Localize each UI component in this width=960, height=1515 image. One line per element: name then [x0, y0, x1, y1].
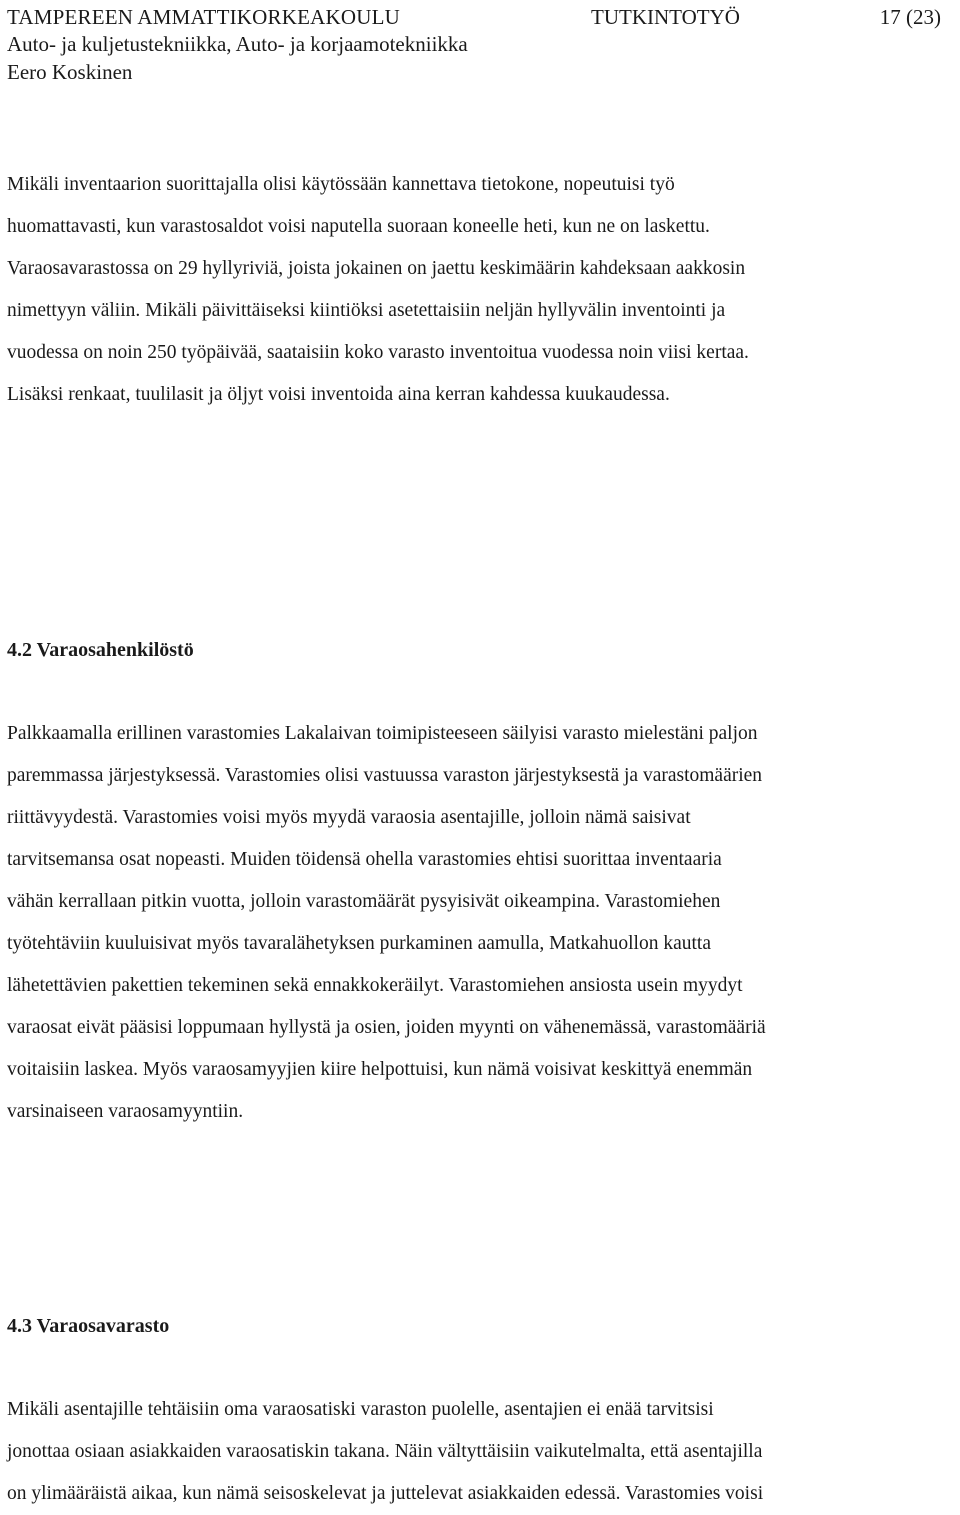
document-type: TUTKINTOTYÖ: [591, 5, 740, 29]
text-line: Palkkaamalla erillinen varastomies Lakalaivan toimipisteeseen säilyisi varasto mielestäni paljon: [7, 723, 758, 744]
text-line: tarvitsemansa osat nopeasti. Muiden töidensä ohella varastomies ehtisi suorittaa inventaaria: [7, 849, 722, 870]
text-line: Lisäksi renkaat, tuulilasit ja öljyt voisi inventoida aina kerran kahdessa kuukaudessa.: [7, 384, 670, 405]
text-line: lähetettävien pakettien tekeminen sekä ennakkokeräilyt. Varastomiehen ansiosta usein myydyt: [7, 975, 743, 996]
text-line: huomattavasti, kun varastosaldot voisi naputella suoraan koneelle heti, kun ne on laskettu.: [7, 216, 710, 237]
text-line: voitaisiin laskea. Myös varaosamyyjien kiire helpottuisi, kun nämä voisivat keskittyä enemmän: [7, 1059, 753, 1080]
text-line: Varaosavarastossa on 29 hyllyriviä, joista jokainen on jaettu keskimäärin kahdeksaan aakkosin: [7, 258, 746, 279]
text-line: Mikäli inventaarion suorittajalla olisi käytössään kannettava tietokone, nopeutuisi työ: [7, 174, 675, 195]
text-line: jonottaa osiaan asiakkaiden varaosatiskin takana. Näin vältyttäisiin vaikutelmalta, että asentajilla: [7, 1441, 763, 1462]
page-number: 17 (23): [879, 5, 941, 29]
text-line: vuodessa on noin 250 työpäivää, saataisiin koko varasto inventoitua vuodessa noin viisi kertaa.: [7, 342, 749, 363]
section-heading-4-2: 4.2 Varaosahenkilöstö: [7, 639, 194, 661]
text-line: nimettyyn väliin. Mikäli päivittäiseksi kiintiöksi asetettaisiin neljän hyllyvälin inventointi ja: [7, 300, 726, 321]
paragraph-staff: [7, 713, 957, 1133]
text-line: työtehtäviin kuuluisivat myös tavaralähetyksen purkaminen aamulla, Matkahuollon kautta: [7, 933, 711, 954]
text-line: varaosat eivät pääsisi loppumaan hyllystä ja osien, joiden myynti on vähenemässä, varastomääriä: [7, 1017, 766, 1038]
text-line: varsinaiseen varaosamyyntiin.: [7, 1101, 244, 1122]
text-line: on ylimääräistä aikaa, kun nämä seisoskelevat ja juttelevat asiakkaiden edessä. Varastomies voisi: [7, 1483, 764, 1504]
header-top-row: [7, 4, 941, 31]
text-line: paremmassa järjestyksessä. Varastomies olisi vastuussa varaston järjestyksestä ja varastomäärien: [7, 765, 763, 786]
paragraph-inventory: [7, 164, 957, 416]
school-name: TAMPEREEN AMMATTIKORKEAKOULU: [7, 5, 400, 29]
text-line: vähän kerrallaan pitkin vuotta, jolloin varastomäärät pysyisivät oikeampina. Varastomiehen: [7, 891, 721, 912]
text-line: Mikäli asentajille tehtäisiin oma varaosatiski varaston puolelle, asentajien ei enää tarvitsisi: [7, 1399, 714, 1420]
text-line: riittävyydestä. Varastomies voisi myös myydä varaosia asentajille, jolloin nämä saisivat: [7, 807, 691, 828]
author-name: Eero Koskinen: [7, 60, 133, 84]
department-line: Auto- ja kuljetustekniikka, Auto- ja korjaamotekniikka: [7, 32, 468, 56]
paragraph-warehouse: [7, 1389, 957, 1515]
section-heading-4-3: 4.3 Varaosavarasto: [7, 1315, 170, 1337]
page-header: [7, 4, 941, 87]
